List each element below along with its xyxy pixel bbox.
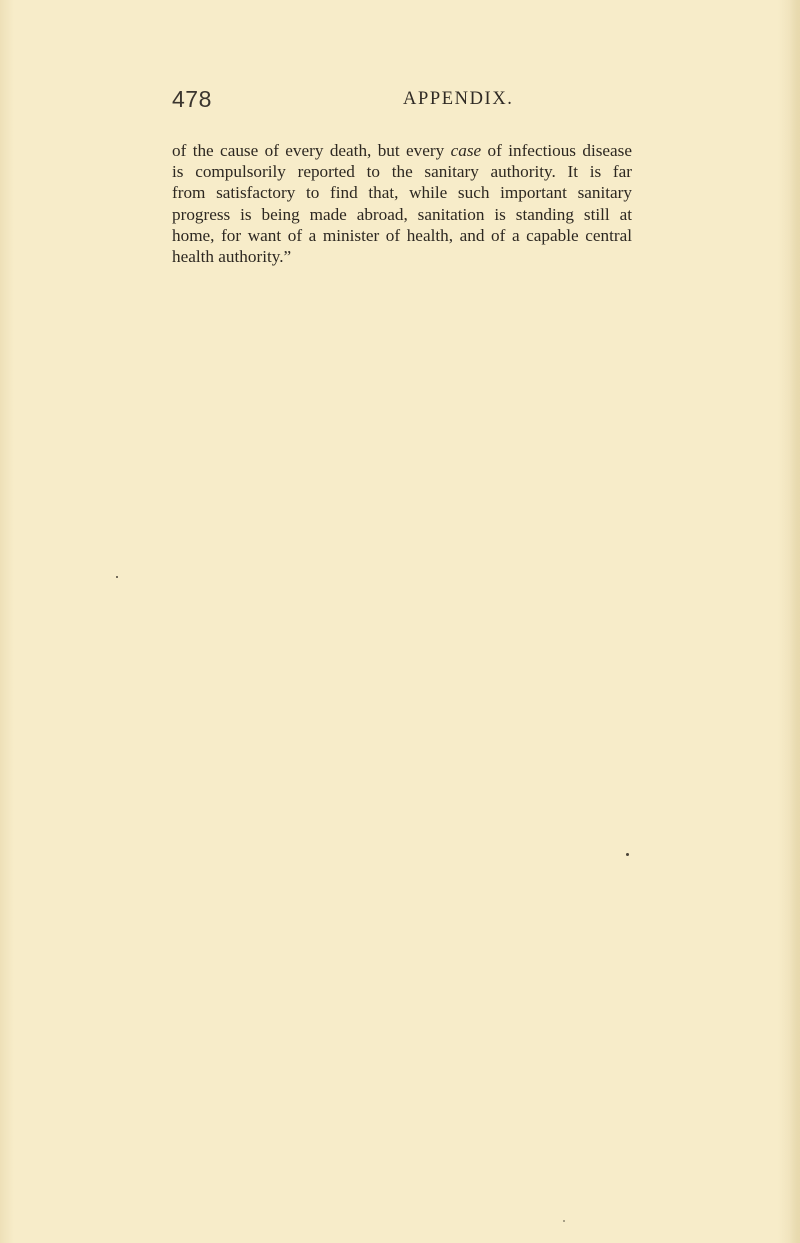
text-line: progress is being made abroad, sanitation is standing still at (172, 204, 632, 224)
paper-speck (563, 1220, 565, 1222)
page-edge-shadow (790, 0, 800, 1243)
text-line-part: of infectious disease (481, 141, 632, 160)
paper-speck (626, 853, 629, 856)
page-number: 478 (172, 86, 212, 112)
text-line: health authority.” (172, 246, 292, 266)
text-line: home, for want of a minister of health, and of a capable central (172, 225, 632, 245)
running-head: APPENDIX. (403, 89, 514, 109)
text-line-part: of the cause of every death, but every (172, 141, 451, 160)
paper-speck (116, 576, 118, 578)
page-header (172, 86, 632, 120)
emphasized-word: case (450, 141, 482, 160)
text-line: is compulsorily reported to the sanitary authority. It is far (172, 162, 632, 182)
body-paragraph (172, 140, 632, 267)
text-line (172, 140, 632, 161)
text-line: from satisfactory to find that, while such important sanitary (172, 183, 632, 203)
